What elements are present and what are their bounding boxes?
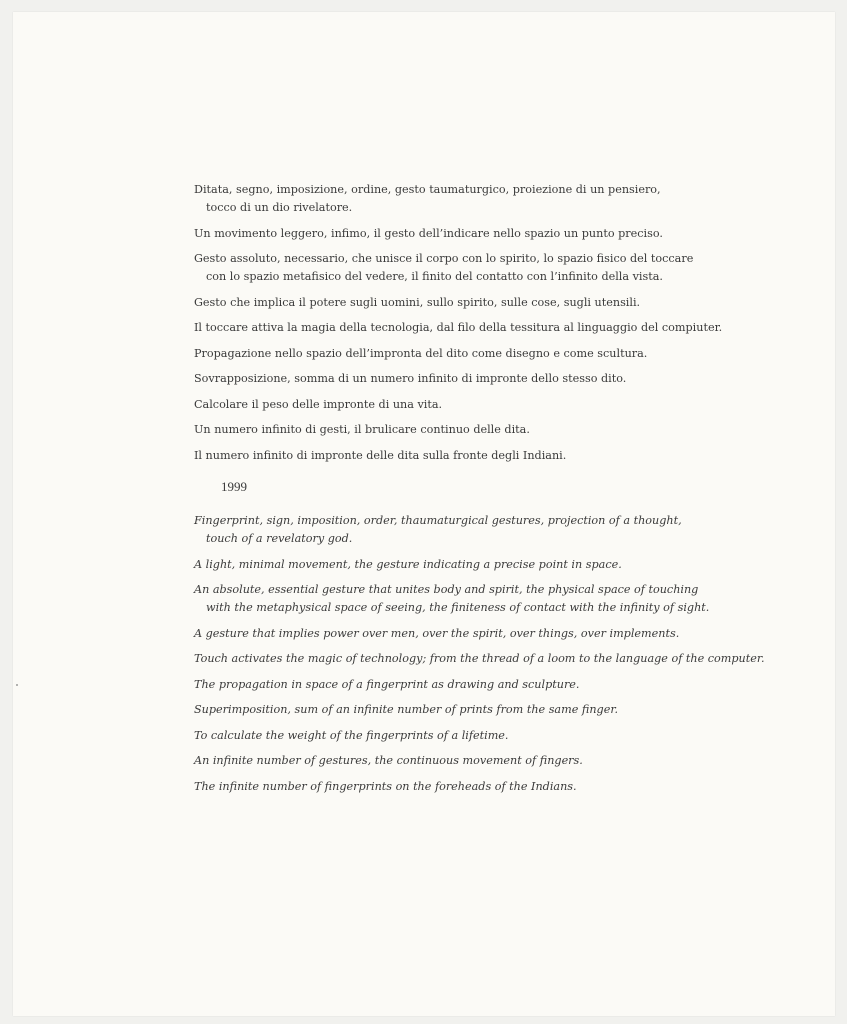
paper-sheet bbox=[13, 12, 835, 1016]
italian-stanza-3-line-2: con lo spazio metafisico del vedere, il finito del contatto con l’infinito della vista. bbox=[206, 270, 663, 283]
english-stanza-7 bbox=[194, 701, 814, 719]
italian-stanza-10 bbox=[194, 447, 814, 465]
italian-stanza-6 bbox=[194, 345, 814, 363]
english-stanza-9 bbox=[194, 752, 814, 770]
italian-stanza-3 bbox=[194, 250, 814, 286]
english-stanza-10-line-1: The infinite number of fingerprints on the foreheads of the Indians. bbox=[194, 779, 577, 793]
english-text-block bbox=[194, 512, 814, 803]
english-stanza-4 bbox=[194, 625, 814, 643]
english-stanza-8 bbox=[194, 727, 814, 745]
english-stanza-3-line-2: with the metaphysical space of seeing, the finiteness of contact with the infinity of sight. bbox=[206, 601, 710, 614]
italian-stanza-7-line-1: Sovrapposizione, somma di un numero infinito di impronte dello stesso dito. bbox=[194, 372, 627, 385]
english-stanza-8-line-1: To calculate the weight of the fingerprints of a lifetime. bbox=[194, 728, 509, 742]
italian-stanza-2-line-1: Un movimento leggero, infimo, il gesto dell’indicare nello spazio un punto preciso. bbox=[194, 226, 663, 240]
italian-text-block bbox=[194, 181, 814, 472]
english-stanza-2 bbox=[194, 556, 814, 574]
italian-stanza-3-line-1: Gesto assoluto, necessario, che unisce il corpo con lo spirito, lo spazio fisico del toccare bbox=[194, 252, 694, 265]
italian-stanza-5 bbox=[194, 319, 814, 337]
english-stanza-10 bbox=[194, 778, 814, 796]
italian-stanza-10-line-1: Il numero infinito di impronte delle dita sulla fronte degli Indiani. bbox=[194, 448, 567, 462]
italian-stanza-5-line-1: Il toccare attiva la magia della tecnologia, dal filo della tessitura al linguaggio del compiuter. bbox=[194, 321, 723, 334]
english-stanza-5-line-1: Touch activates the magic of technology; from the thread of a loom to the language of the computer. bbox=[194, 652, 765, 665]
english-stanza-5 bbox=[194, 650, 814, 668]
year-label: 1999 bbox=[221, 479, 247, 494]
italian-stanza-1-line-2: tocco di un dio rivelatore. bbox=[206, 201, 353, 214]
italian-stanza-8 bbox=[194, 396, 814, 414]
english-stanza-7-line-1: Superimposition, sum of an infinite number of prints from the same finger. bbox=[194, 703, 619, 716]
italian-stanza-4-line-1: Gesto che implica il potere sugli uomini, sullo spirito, sulle cose, sugli utensili. bbox=[194, 295, 641, 309]
english-stanza-2-line-1: A light, minimal movement, the gesture indicating a precise point in space. bbox=[194, 557, 622, 571]
italian-stanza-6-line-1: Propagazione nello spazio dell’impronta del dito come disegno e come scultura. bbox=[194, 346, 648, 360]
italian-stanza-9 bbox=[194, 421, 814, 439]
english-stanza-3-line-1: An absolute, essential gesture that unites body and spirit, the physical space of touching bbox=[194, 583, 699, 596]
italian-stanza-8-line-1: Calcolare il peso delle impronte di una vita. bbox=[194, 397, 443, 411]
english-stanza-1 bbox=[194, 512, 814, 548]
english-stanza-6-line-1: The propagation in space of a fingerprint as drawing and sculpture. bbox=[194, 677, 580, 691]
italian-stanza-1 bbox=[194, 181, 814, 217]
english-stanza-9-line-1: An infinite number of gestures, the continuous movement of fingers. bbox=[194, 754, 583, 767]
italian-stanza-7 bbox=[194, 370, 814, 388]
english-stanza-4-line-1: A gesture that implies power over men, over the spirit, over things, over implements. bbox=[194, 626, 680, 640]
english-stanza-1-line-2: touch of a revelatory god. bbox=[206, 532, 353, 545]
dust-speck bbox=[16, 684, 18, 686]
italian-stanza-4 bbox=[194, 294, 814, 312]
english-stanza-1-line-1: Fingerprint, sign, imposition, order, thaumaturgical gestures, projection of a thought, bbox=[194, 514, 682, 527]
italian-stanza-1-line-1: Ditata, segno, imposizione, ordine, gesto taumaturgico, proiezione di un pensiero, bbox=[194, 183, 661, 196]
english-stanza-6 bbox=[194, 676, 814, 694]
italian-stanza-2 bbox=[194, 225, 814, 243]
italian-stanza-9-line-1: Un numero infinito di gesti, il brulicare continuo delle dita. bbox=[194, 423, 530, 436]
english-stanza-3 bbox=[194, 581, 814, 617]
